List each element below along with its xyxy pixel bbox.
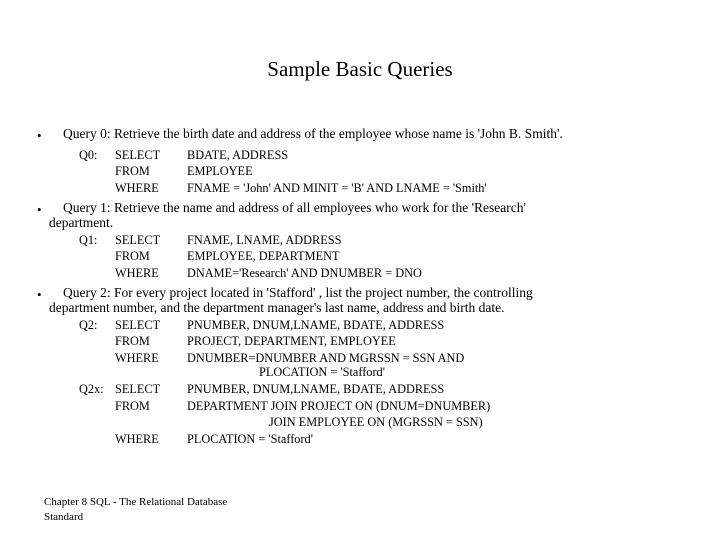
query-2-label: Q2: <box>79 318 98 332</box>
footer-caption: Chapter 8 SQL - The Relational Database Standard <box>44 496 228 523</box>
query-0-description: Query 0: Retrieve the birth date and address of the employee whose name is 'John B. Smith'. <box>63 126 563 141</box>
query-1-label: Q1: <box>79 233 98 247</box>
query-2x-from-continuation: JOIN EMPLOYEE ON (MGRSSN = SSN) <box>269 415 483 429</box>
query-0-from-keyword: FROM <box>115 164 150 178</box>
query-2x-from-value: DEPARTMENT JOIN PROJECT ON (DNUM=DNUMBER) <box>187 399 491 413</box>
query-1-description-line2: department. <box>49 215 114 230</box>
query-2-description-line2: department number, and the department manager's last name, address and birth date. <box>49 300 505 315</box>
query-1-select-value: FNAME, LNAME, ADDRESS <box>187 233 342 247</box>
query-2-where-continuation: PLOCATION = 'Stafford' <box>259 365 385 379</box>
page-title: Sample Basic Queries <box>267 57 453 81</box>
query-2-select-value: PNUMBER, DNUM,LNAME, BDATE, ADDRESS <box>187 318 445 332</box>
query-2-from-value: PROJECT, DEPARTMENT, EMPLOYEE <box>187 334 396 348</box>
query-0-from-value: EMPLOYEE <box>187 164 253 178</box>
query-2x-select-keyword: SELECT <box>115 382 161 396</box>
query-1-select-keyword: SELECT <box>115 233 161 247</box>
query-1-description-line1: Query 1: Retrieve the name and address of all employees who work for the 'Research' <box>63 200 526 215</box>
bullet-query-0: • <box>37 128 42 143</box>
query-0-label: Q0: <box>79 148 98 162</box>
query-0-where-value: FNAME = 'John' AND MINIT = 'B' AND LNAME = 'Smith' <box>187 181 487 195</box>
query-2x-select-value: PNUMBER, DNUM,LNAME, BDATE, ADDRESS <box>187 382 445 396</box>
query-1-where-value: DNAME='Research' AND DNUMBER = DNO <box>187 266 422 280</box>
query-2x-label: Q2x: <box>79 382 104 396</box>
query-2x-from-keyword: FROM <box>115 399 150 413</box>
query-1-where-keyword: WHERE <box>115 266 159 280</box>
query-1-from-value: EMPLOYEE, DEPARTMENT <box>187 249 340 263</box>
query-0-select-keyword: SELECT <box>115 148 161 162</box>
query-2x-where-value: PLOCATION = 'Stafford' <box>187 432 313 446</box>
query-1-from-keyword: FROM <box>115 249 150 263</box>
query-2-select-keyword: SELECT <box>115 318 161 332</box>
query-2-from-keyword: FROM <box>115 334 150 348</box>
query-0-where-keyword: WHERE <box>115 181 159 195</box>
query-2-where-keyword: WHERE <box>115 351 159 365</box>
bullet-query-2: • <box>37 287 42 302</box>
query-2x-where-keyword: WHERE <box>115 432 159 446</box>
query-2-description-line1: Query 2: For every project located in 'Stafford' , list the project number, the controlling <box>63 285 533 300</box>
query-0-select-value: BDATE, ADDRESS <box>187 148 289 162</box>
bullet-query-1: • <box>37 202 42 217</box>
query-2-where-value: DNUMBER=DNUMBER AND MGRSSN = SSN AND <box>187 351 465 365</box>
